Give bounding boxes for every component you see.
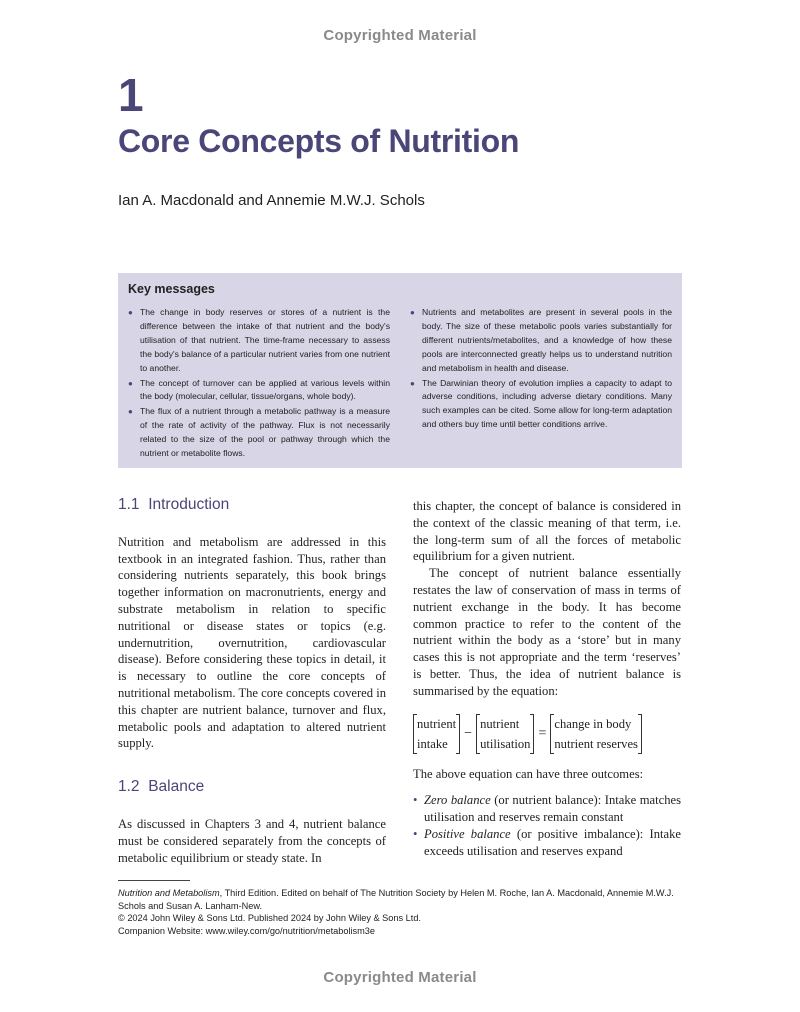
key-message-item: ● The concept of turnover can be applied at various levels within the body (molecular, cellular, tissue/organs, whole body). <box>128 377 390 402</box>
bullet-icon: ● <box>410 308 415 317</box>
section-heading-balance: 1.2 Balance <box>118 778 205 796</box>
equation-intake-term: nutrient intake <box>413 714 460 754</box>
outcome-positive-balance: • Positive balance (or positive imbalance): Intake exceeds utilisation and reserves expand <box>413 826 681 858</box>
footnote-copyright: © 2024 John Wiley & Sons Ltd. Published 2024 by John Wiley & Sons Ltd. <box>118 913 421 924</box>
key-message-item: ● Nutrients and metabolites are present in several pools in the body. The size of these metabolic pools varies substantially for different nutrients/metabolites, and a knowledge of how these pools are interconnected greatly helps us to understand nutrition and metabolism in health and disease. <box>410 307 672 373</box>
bullet-icon: ● <box>128 378 133 388</box>
key-message-item: ● The Darwinian theory of evolution implies a capacity to adapt to adverse conditions, including adverse dietary conditions. Many such examples can be cited. Some allow for long-term adaptation and others buy time until better conditions arrive. <box>410 377 672 430</box>
minus-sign: − <box>464 725 473 741</box>
outcome-zero-balance: • Zero balance (or nutrient balance): Intake matches utilisation and reserves remain constant <box>413 793 681 825</box>
chapter-authors: Ian A. Macdonald and Annemie M.W.J. Schols <box>118 192 425 209</box>
watermark-bottom: Copyrighted Material <box>323 969 477 986</box>
balance-paragraph: As discussed in Chapters 3 and 4, nutrient balance must be considered separately from the concepts of metabolic equilibrium or steady state. In <box>118 816 386 865</box>
equals-sign: = <box>538 725 547 741</box>
equation-reserves-term: change in body nutrient reserves <box>550 714 642 754</box>
watermark-top: Copyrighted Material <box>323 27 477 44</box>
left-text-column <box>118 497 386 866</box>
bullet-icon: ● <box>410 378 415 388</box>
balance-equation <box>413 714 681 754</box>
footnote-edition: Nutrition and Metabolism, Third Edition. Edited on behalf of The Nutrition Society by Helen M. Roche, Ian A. Macdonald, Annemie M.W.J. Schols and Susan A. Lanham-New. <box>118 888 674 911</box>
right-text-column <box>413 498 681 860</box>
bullet-icon: ● <box>128 308 133 317</box>
key-messages-box <box>118 273 682 468</box>
key-message-item: ● The change in body reserves or stores of a nutrient is the difference between the intake of that nutrient and the body's utilisation of that nutrient. The time-frame necessary to assess the body's balance of a particular nutrient varies from one nutrient to another. <box>128 307 390 373</box>
footnote-divider <box>118 880 190 881</box>
balance-context-paragraph: this chapter, the concept of balance is considered in the context of the classic meaning of that term, i.e. the long-term sum of all the forces of metabolic equilibrium for a given nutrient. <box>413 499 681 564</box>
equation-utilisation-term: nutrient utilisation <box>476 714 534 754</box>
copyright-footnote <box>118 887 693 937</box>
bullet-icon: • <box>413 793 418 808</box>
key-message-item: ● The flux of a nutrient through a metabolic pathway is a measure of the rate of activity of the pathway. Flux is not necessarily related to the size of the pool or pathway through which the nutrient or metabolite flows. <box>128 406 390 459</box>
bullet-icon: ● <box>128 407 133 417</box>
bullet-icon: • <box>413 826 418 841</box>
key-messages-left-column <box>128 306 390 462</box>
intro-paragraph: Nutrition and metabolism are addressed in this textbook in an integrated fashion. Thus, rather than considering nutrients separately, this book brings together information on macronutrients, energy and substrate metabolism in relation to specific nutritional or disease states or topics (e.g. undernutrition, overnutrition, cardiovascular disease). Before considering these topics in detail, it is necessary to outline the core concepts of nutritional metabolism. The core concepts covered in this chapter are nutrient balance, turnover and flux, metabolic pools and adaptation to altered nutrient supply. <box>118 534 386 751</box>
section-heading-introduction: 1.1 Introduction <box>118 496 230 513</box>
chapter-title: Core Concepts of Nutrition <box>118 123 520 159</box>
outcomes-intro: The above equation can have three outcomes: <box>413 766 644 781</box>
footnote-website: Companion Website: www.wiley.com/go/nutrition/metabolism3e <box>118 925 376 936</box>
key-messages-heading: Key messages <box>128 282 215 296</box>
chapter-number: 1 <box>118 69 144 121</box>
key-messages-right-column <box>410 306 672 462</box>
nutrient-balance-paragraph: The concept of nutrient balance essentially restates the law of conservation of mass in terms of nutrient exchange in the body. It has become common practice to refer to the content of the nutrient within the body as a ‘store’ but in many cases this is not appropriate and the term ‘reserves’ is better. Thus, the idea of nutrient balance is summarised by the equation: <box>413 566 681 698</box>
